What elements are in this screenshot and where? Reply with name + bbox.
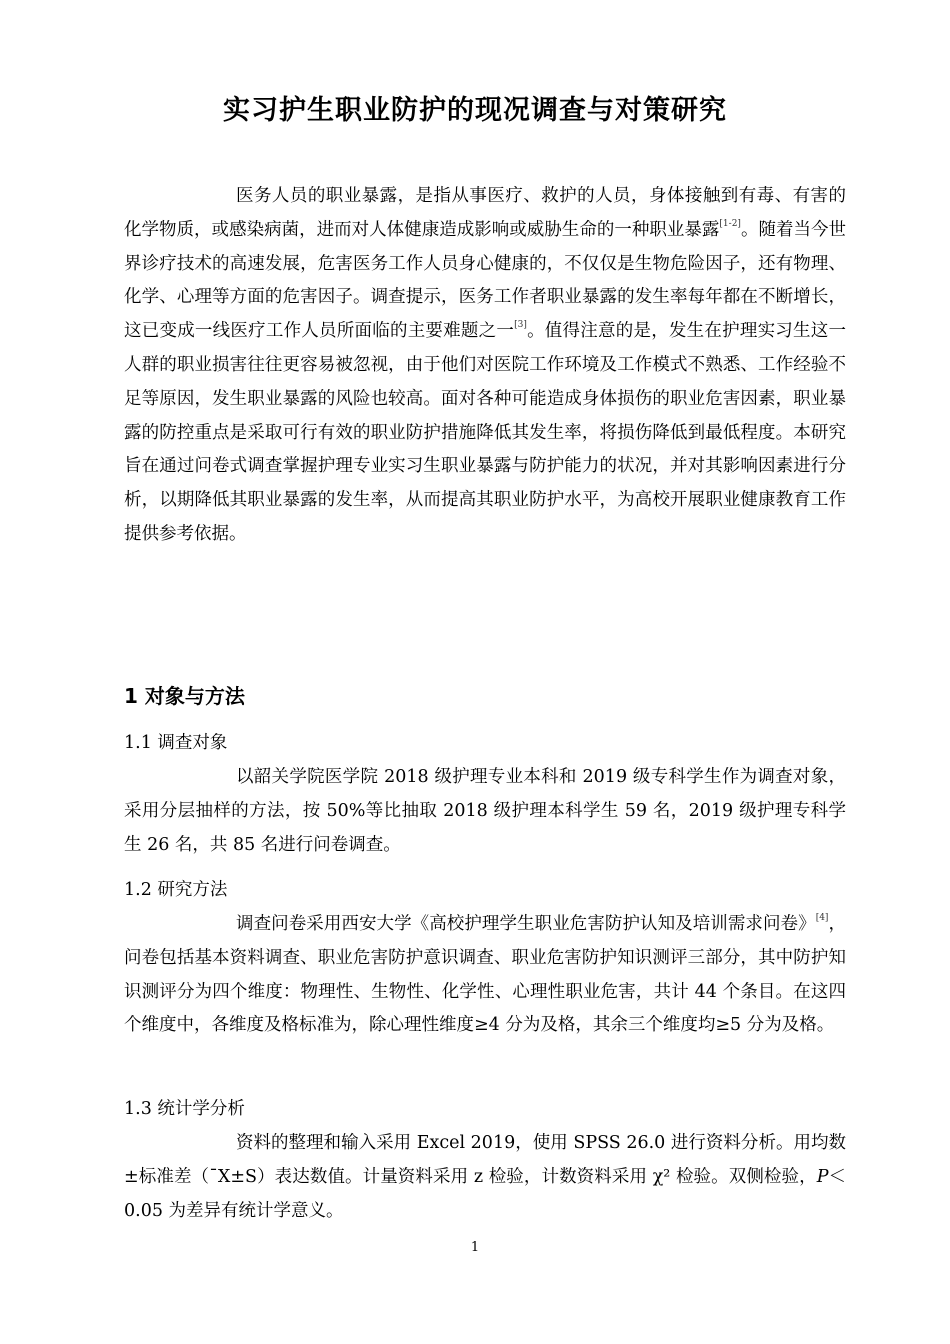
section-1-2-paragraph	[124, 908, 846, 1043]
section-1-2-text-a: 调查问卷采用西安大学《高校护理学生职业危害防护认知及培训需求问卷》	[236, 914, 816, 934]
section-1-3-heading: 1.3 统计学分析	[124, 1099, 245, 1119]
section-1-3-text-b: ＜0.05 为差异有统计学意义。	[124, 1166, 846, 1221]
citation-4[interactable]: [4]	[815, 913, 829, 923]
page-number: 1	[470, 1240, 480, 1255]
section-1-1-heading: 1.1 调查对象	[124, 733, 228, 753]
intro-text-3: 。值得注意的是，发生在护理实习生这一人群的职业损害往往更容易被忽视，由于他们对医院工作环境及工作模式不熟悉、工作经验不足等原因，发生职业暴露的风险也较高。面对各种可能造成身体损伤的职业危害因素，职业暴露的防控重点是采取可行有效的职业防护措施降低其发生率，将损伤降低到最低程度。本研究旨在通过问卷式调查掌握护理专业实习生职业暴露与防护能力的状况，并对其影响因素进行分析，以期降低其职业暴露的发生率，从而提高其职业防护水平，为高校开展职业健康教育工作提供参考依据。	[124, 321, 847, 544]
section-1-heading: 1 对象与方法	[124, 684, 245, 708]
citation-1-2[interactable]: [1-2]	[719, 218, 741, 229]
intro-text-1: 医务人员的职业暴露，是指从事医疗、救护的人员，身体接触到有毒、有害的化学物质，或感染病菌，进而对人体健康造成影响或威胁生命的一种职业暴露	[124, 186, 846, 240]
intro-text-2: 。随着当今世界诊疗技术的高速发展，危害医务工作人员身心健康的，不仅仅是生物危险因子，还有物理、化学、心理等方面的危害因子。调查提示，医务工作者职业暴露的发生率每年都在不断增长，这已变成一线医疗工作人员所面临的主要难题之一	[124, 219, 847, 342]
p-value-symbol: P	[816, 1166, 829, 1187]
page-title: 实习护生职业防护的现况调查与对策研究	[223, 95, 727, 126]
section-1-2-text-b: ，问卷包括基本资料调查、职业危害防护意识调查、职业危害防护知识测评三部分，其中防护知识测评分为四个维度：物理性、生物性、化学性、心理性职业危害，共计 44 个条目。在这四个维度中，各维度及格标准为，除心理性维度≥4 分为及格，其余三个维度均≥5 分为及格。	[124, 914, 847, 1036]
section-1-3-text-a: 资料的整理和输入采用 Excel 2019，使用 SPSS 26.0 进行资料分析。用均数±标准差（¯X±S）表达数值。计量资料采用 z 检验，计数资料采用 χ² 检验。双侧检验，	[124, 1133, 846, 1187]
citation-3[interactable]: [3]	[514, 320, 527, 331]
section-1-2-heading: 1.2 研究方法	[124, 880, 228, 900]
section-1-1-paragraph: 以韶关学院医学院 2018 级护理专业本科和 2019 级专科学生作为调查对象，采用分层抽样的方法，按 50%等比抽取 2018 级护理本科学生 59 名，2019 级护理专科学生 26 名，共 85 名进行问卷调查。	[124, 767, 846, 855]
intro-paragraph	[124, 180, 846, 552]
section-1-3-paragraph	[124, 1127, 846, 1228]
